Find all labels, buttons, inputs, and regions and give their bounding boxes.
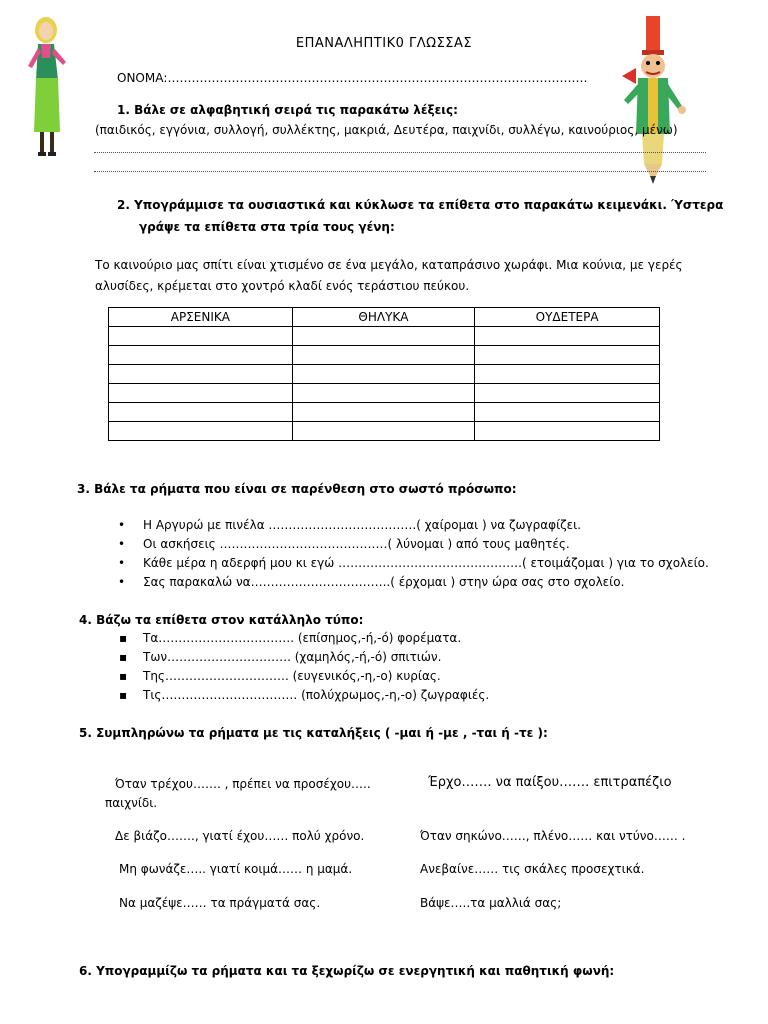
table-cell[interactable]	[292, 384, 475, 403]
table-cell[interactable]	[475, 403, 660, 422]
q4-heading: 4. Βάζω τα επίθετα στον κατάλληλο τύπο:	[79, 613, 364, 627]
table-cell[interactable]	[292, 346, 475, 365]
adjective-gender-table	[108, 307, 660, 441]
table-cell[interactable]	[109, 327, 293, 346]
q5-right-item: Βάψε…..τα μαλλιά σας;	[420, 896, 562, 910]
table-cell[interactable]	[292, 327, 475, 346]
table-row	[109, 365, 660, 384]
q3-heading: 3. Βάλε τα ρήματα που είναι σε παρένθεση στο σωστό πρόσωπο:	[77, 482, 517, 496]
worksheet-title: ΕΠΑΝΑΛΗΠΤΙΚ0 ΓΛΩΣΣΑΣ	[295, 36, 473, 51]
q3-item: Σας παρακαλώ να……………………………..( έρχομαι ) στην ώρα σας στο σχολείο.	[143, 575, 625, 589]
table-row	[109, 384, 660, 403]
table-cell[interactable]	[475, 384, 660, 403]
q4-item: Των…………………………. (χαμηλός,-ή,-ό) σπιτιών.	[143, 650, 442, 664]
q2-text-line1: Το καινούριο μας σπίτι είναι χτισμένο σε ένα μεγάλο, καταπράσινο χωράφι. Μια κούνια, με γερές	[95, 258, 683, 272]
table-row	[109, 346, 660, 365]
table-cell[interactable]	[109, 422, 293, 441]
q1-answer-line-2[interactable]	[94, 171, 706, 172]
q5-left-continuation: παιχνίδι.	[105, 796, 158, 810]
square-bullet-icon: ▪	[119, 669, 128, 683]
q1-heading: 1. Βάλε σε αλφαβητική σειρά τις παρακάτω λέξεις:	[117, 103, 458, 117]
q3-item: Κάθε μέρα η αδερφή μου κι εγώ ……………………………………….( ετοιμάζομαι ) για το σχολείο.	[143, 556, 709, 570]
q5-left-item: Μη φωνάζε….. γιατί κοιμά…… η μαμά.	[119, 862, 353, 876]
square-bullet-icon: ▪	[119, 650, 128, 664]
q5-right-item: Όταν σηκώνο……, πλένο…… και ντύνο…… .	[420, 829, 686, 843]
table-row	[109, 422, 660, 441]
table-cell[interactable]	[292, 403, 475, 422]
table-header-row	[109, 308, 660, 327]
q5-left-item: Να μαζέψε…… τα πράγματά σας.	[119, 896, 321, 910]
bullet-icon: •	[118, 575, 126, 589]
table-cell[interactable]	[475, 327, 660, 346]
q4-item: Τις……………………………. (πολύχρωμος,-η,-ο) ζωγραφιές.	[143, 688, 490, 702]
col-header-feminine: ΘΗΛΥΚΑ	[292, 308, 475, 327]
table-cell[interactable]	[109, 365, 293, 384]
bullet-icon: •	[118, 556, 126, 570]
q5-right-item: Ανεβαίνε…… τις σκάλες προσεχτικά.	[420, 862, 645, 876]
name-field[interactable]: ΟΝΟΜΑ:……………………………………………………………………………………………	[117, 71, 588, 85]
q5-right-item: Έρχο……. να παίξου……. επιτραπέζιο	[428, 775, 672, 790]
q5-left-item: Όταν τρέχου……. , πρέπει να προσέχου…..	[115, 777, 371, 791]
table-cell[interactable]	[109, 384, 293, 403]
q6-heading: 6. Υπογραμμίζω τα ρήματα και τα ξεχωρίζω σε ενεργητική και παθητική φωνή:	[79, 964, 615, 978]
table-cell[interactable]	[109, 403, 293, 422]
col-header-masculine: ΑΡΣΕΝΙΚΑ	[109, 308, 293, 327]
q4-item: Τα……………………………. (επίσημος,-ή,-ό) φορέματα.	[143, 631, 462, 645]
table-row	[109, 327, 660, 346]
table-cell[interactable]	[109, 346, 293, 365]
q3-item: Η Αργυρώ με πινέλα ……………………………….( χαίρομαι ) να ζωγραφίζει.	[143, 518, 582, 532]
table-cell[interactable]	[475, 365, 660, 384]
q4-item: Της…………………………. (ευγενικός,-η,-ο) κυρίας.	[143, 669, 441, 683]
square-bullet-icon: ▪	[119, 688, 128, 702]
q1-words: (παιδικός, εγγόνια, συλλογή, συλλέκτης, μακριά, Δευτέρα, παιχνίδι, συλλέγω, καινούριος, μένω)	[95, 123, 678, 137]
table-row	[109, 403, 660, 422]
table-cell[interactable]	[475, 346, 660, 365]
q2-heading-line1: 2. Υπογράμμισε τα ουσιαστικά και κύκλωσε τα επίθετα στο παρακάτω κειμενάκι. Ύστερα	[117, 198, 724, 212]
table-cell[interactable]	[475, 422, 660, 441]
table-cell[interactable]	[292, 422, 475, 441]
q5-heading: 5. Συμπληρώνω τα ρήματα με τις καταλήξεις ( -μαι ή -με , -ται ή -τε ):	[79, 726, 548, 740]
q2-heading-line2: γράψε τα επίθετα στα τρία τους γένη:	[139, 220, 395, 234]
q1-answer-line-1[interactable]	[94, 152, 706, 153]
table-cell[interactable]	[292, 365, 475, 384]
q3-item: Οι ασκήσεις ……………………………………( λύνομαι ) από τους μαθητές.	[143, 537, 570, 551]
q2-text-line2: αλυσίδες, κρέμεται στο χοντρό κλαδί ενός τεράστιου πεύκου.	[95, 279, 470, 293]
bullet-icon: •	[118, 518, 126, 532]
q5-left-item: Δε βιάζο……., γιατί έχου…… πολύ χρόνο.	[115, 829, 365, 843]
square-bullet-icon: ▪	[119, 631, 128, 645]
col-header-neuter: ΟΥΔΕΤΕΡΑ	[475, 308, 660, 327]
bullet-icon: •	[118, 537, 126, 551]
